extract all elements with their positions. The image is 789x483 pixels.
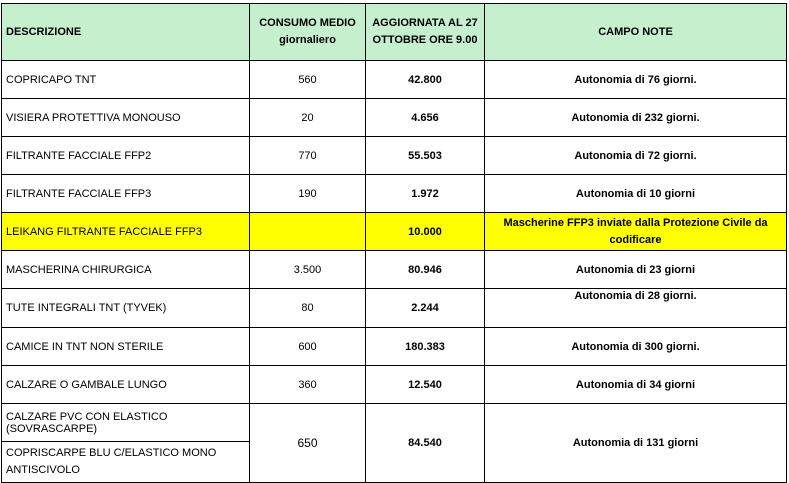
cell-descrizione: CALZARE O GAMBALE LUNGO (2, 366, 250, 404)
cell-note: Autonomia di 28 giorni. (485, 289, 787, 328)
cell-descrizione: VISIERA PROTETTIVA MONOUSO (2, 99, 250, 137)
cell-aggiornata: 84.540 (366, 404, 485, 483)
cell-aggiornata: 12.540 (366, 366, 485, 404)
header-aggiornata: AGGIORNATA AL 27 OTTOBRE ORE 9.00 (366, 4, 485, 61)
cell-aggiornata: 2.244 (366, 289, 485, 328)
cell-consumo: 20 (250, 99, 366, 137)
inventory-table (1, 3, 787, 483)
header-row (2, 4, 787, 61)
table-row-highlighted (2, 213, 787, 251)
cell-note: Autonomia di 232 giorni. (485, 99, 787, 137)
cell-note: Autonomia di 10 giorni (485, 175, 787, 213)
cell-descrizione: CAMICE IN TNT NON STERILE (2, 328, 250, 366)
table-row (2, 328, 787, 366)
cell-note: Autonomia di 72 giorni. (485, 137, 787, 175)
cell-consumo: 190 (250, 175, 366, 213)
cell-aggiornata: 1.972 (366, 175, 485, 213)
header-consumo-medio: CONSUMO MEDIO giornaliero (250, 4, 366, 61)
table-row-merged (2, 404, 787, 442)
table-row (2, 99, 787, 137)
table-row (2, 251, 787, 289)
cell-descrizione: TUTE INTEGRALI TNT (TYVEK) (2, 289, 250, 328)
cell-aggiornata: 80.946 (366, 251, 485, 289)
cell-consumo (250, 213, 366, 251)
cell-descrizione: CALZARE PVC CON ELASTICO (SOVRASCARPE) (2, 404, 250, 442)
cell-consumo: 650 (250, 404, 366, 483)
cell-consumo: 560 (250, 61, 366, 99)
cell-consumo: 80 (250, 289, 366, 328)
cell-aggiornata: 180.383 (366, 328, 485, 366)
cell-descrizione: COPRISCARPE BLU C/ELASTICO MONO ANTISCIVOLO (2, 442, 250, 483)
table-row (2, 137, 787, 175)
cell-aggiornata: 42.800 (366, 61, 485, 99)
table-row (2, 289, 787, 328)
table-row (2, 366, 787, 404)
cell-consumo: 600 (250, 328, 366, 366)
cell-aggiornata: 55.503 (366, 137, 485, 175)
cell-note: Autonomia di 23 giorni (485, 251, 787, 289)
cell-descrizione: FILTRANTE FACCIALE FFP2 (2, 137, 250, 175)
cell-note: Mascherine FFP3 inviate dalla Protezione Civile da codificare (485, 213, 787, 251)
cell-consumo: 3.500 (250, 251, 366, 289)
cell-note: Autonomia di 34 giorni (485, 366, 787, 404)
cell-descrizione: LEIKANG FILTRANTE FACCIALE FFP3 (2, 213, 250, 251)
table-row (2, 61, 787, 99)
cell-consumo: 360 (250, 366, 366, 404)
cell-descrizione: MASCHERINA CHIRURGICA (2, 251, 250, 289)
cell-aggiornata: 10.000 (366, 213, 485, 251)
cell-note: Autonomia di 131 giorni (485, 404, 787, 483)
table-row (2, 175, 787, 213)
header-descrizione: DESCRIZIONE (2, 4, 250, 61)
cell-note: Autonomia di 300 giorni. (485, 328, 787, 366)
cell-descrizione: COPRICAPO TNT (2, 61, 250, 99)
cell-aggiornata: 4.656 (366, 99, 485, 137)
header-campo-note: CAMPO NOTE (485, 4, 787, 61)
cell-consumo: 770 (250, 137, 366, 175)
cell-descrizione: FILTRANTE FACCIALE FFP3 (2, 175, 250, 213)
cell-note: Autonomia di 76 giorni. (485, 61, 787, 99)
